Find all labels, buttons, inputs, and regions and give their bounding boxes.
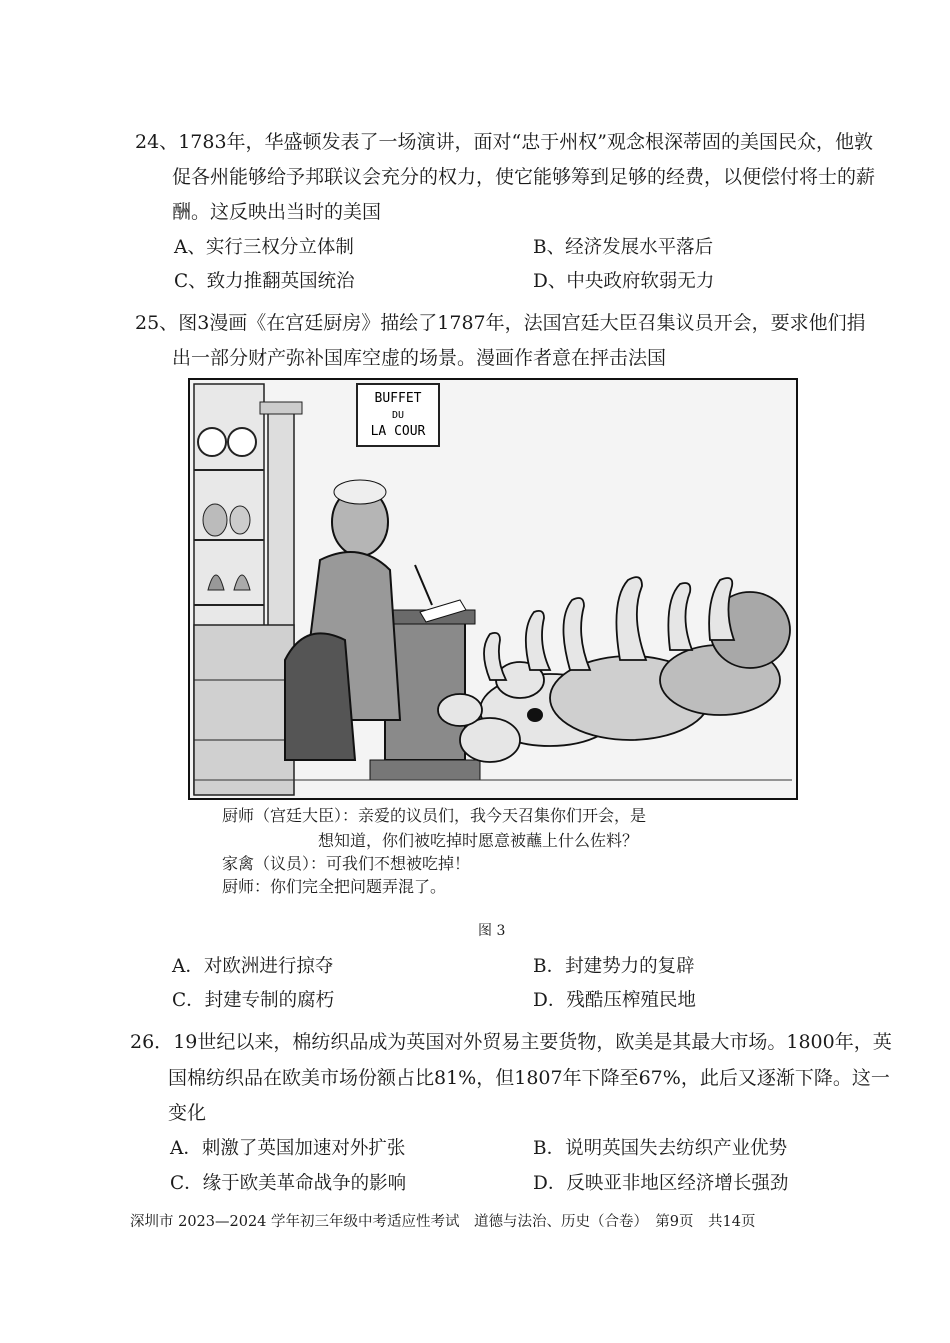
caption-line-1: 厨师（宫廷大臣）：亲爱的议员们，我今天召集你们开会，是 (222, 806, 647, 825)
q24-line-3: 酬。这反映出当时的美国 (172, 201, 382, 223)
page-footer: 深圳市 2023—2024 学年初三年级中考适应性考试 道德与法治、历史（合卷） 第9页 共14页 (130, 1214, 756, 1230)
q24-number: 24、 (135, 131, 179, 153)
q26-option-d[interactable]: D．反映亚非地区经济增长强劲 (533, 1173, 789, 1194)
cartoon-figure-3 (188, 378, 798, 800)
q26-option-b[interactable]: B．说明英国失去纺织产业优势 (533, 1138, 788, 1159)
q25-number: 25、 (135, 312, 179, 334)
q25-option-c[interactable]: C．封建专制的腐朽 (172, 990, 335, 1011)
caption-line-3: 家禽（议员）：可我们不想被吃掉！ (222, 854, 471, 873)
q26-option-a[interactable]: A．刺激了英国加速对外扩张 (170, 1138, 406, 1159)
q26-line-2: 国棉纺织品在欧美市场份额占比81%，但1807年下降至67%，此后又逐渐下降。这一 (168, 1067, 890, 1089)
q26-option-c[interactable]: C．缘于欧美革命战争的影响 (170, 1173, 407, 1194)
caption-line-2: 想知道，你们被吃掉时愿意被蘸上什么佐料？ (318, 831, 639, 850)
q26-line-3: 变化 (168, 1102, 207, 1124)
figure-label: 图 3 (478, 923, 506, 939)
q24-option-c[interactable]: C、致力推翻英国统治 (174, 271, 355, 292)
q24-option-a[interactable]: A、实行三权分立体制 (174, 237, 354, 258)
q26-line-1: 26．19世纪以来，棉纺织品成为英国对外贸易主要货物，欧美是其最大市场。1800年，英 (130, 1031, 892, 1053)
q25-option-d[interactable]: D．残酷压榨殖民地 (533, 990, 696, 1011)
q24-line-1: 24、1783年，华盛顿发表了一场演讲，面对“忠于州权”观念根深蒂固的美国民众，他敦 (135, 131, 873, 153)
q24-option-b[interactable]: B、经济发展水平落后 (533, 237, 714, 258)
q25-line-1: 25、图3漫画《在宫廷厨房》描绘了1787年，法国宫廷大臣召集议员开会，要求他们捐 (135, 312, 866, 334)
sign-line-2: DU (391, 410, 405, 421)
sign-line-3: LA COUR (370, 424, 426, 439)
q26-number: 26． (130, 1031, 174, 1053)
q25-option-a[interactable]: A．对欧洲进行掠夺 (172, 956, 334, 977)
q25-line-2: 出一部分财产弥补国库空虚的场景。漫画作者意在抨击法国 (172, 347, 667, 369)
q24-line-2: 促各州能够给予邦联议会充分的权力，使它能够筹到足够的经费，以便偿付将士的薪 (172, 166, 876, 188)
sign-line-1: BUFFET (374, 391, 422, 406)
q24-option-d[interactable]: D、中央政府软弱无力 (533, 271, 715, 292)
q25-option-b[interactable]: B．封建势力的复辟 (533, 956, 695, 977)
caption-line-4: 厨师：你们完全把问题弄混了。 (222, 877, 447, 896)
cartoon-illustration (190, 380, 796, 798)
